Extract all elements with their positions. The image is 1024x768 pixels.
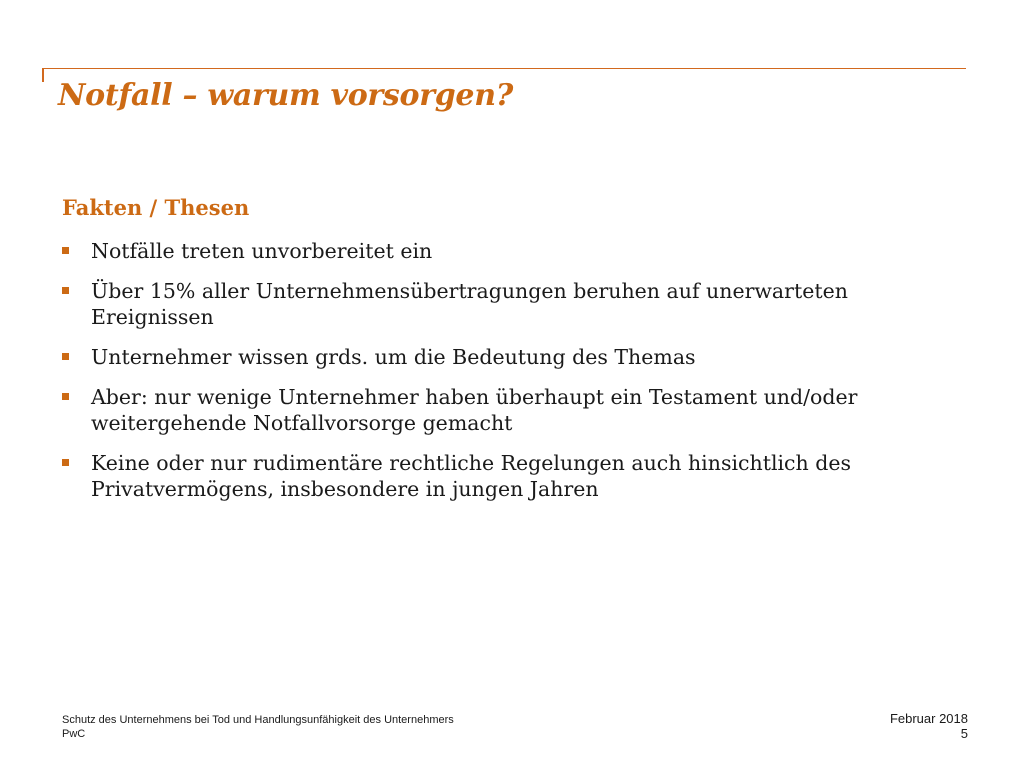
bullet-list [62,238,962,516]
bullet-text: Über 15% aller Unternehmensübertragungen beruhen auf unerwarteten Ereignissen [91,279,848,329]
header-rule [42,68,966,69]
bullet-item [62,450,962,502]
footer-company: PwC [62,728,86,740]
footer-presentation-title: Schutz des Unternehmens bei Tod und Handlungsunfähigkeit des Unternehmers [62,714,454,726]
footer-date: Februar 2018 [889,711,968,726]
bullet-item [62,238,962,264]
bullet-item [62,384,962,436]
bullet-item [62,278,962,330]
section-heading: Fakten / Thesen [62,195,250,220]
bullet-text: Unternehmer wissen grds. um die Bedeutung des Themas [91,345,696,369]
bullet-text: Keine oder nur rudimentäre rechtliche Regelungen auch hinsichtlich des Privatvermögens, insbesondere in jungen Jahren [91,451,852,501]
bullet-text: Aber: nur wenige Unternehmer haben überhaupt ein Testament und/oder weitergehende Notfallvorsorge gemacht [91,385,858,435]
square-bullet-icon [62,393,69,400]
header-rule-corner [42,68,44,82]
square-bullet-icon [62,353,69,360]
square-bullet-icon [62,287,69,294]
bullet-item [62,344,962,370]
bullet-text: Notfälle treten unvorbereitet ein [91,239,433,263]
square-bullet-icon [62,247,69,254]
page-number: 5 [960,726,968,741]
square-bullet-icon [62,459,69,466]
slide-title: Notfall – warum vorsorgen? [58,78,513,113]
footer-right [890,711,968,741]
footer-left [62,713,454,741]
